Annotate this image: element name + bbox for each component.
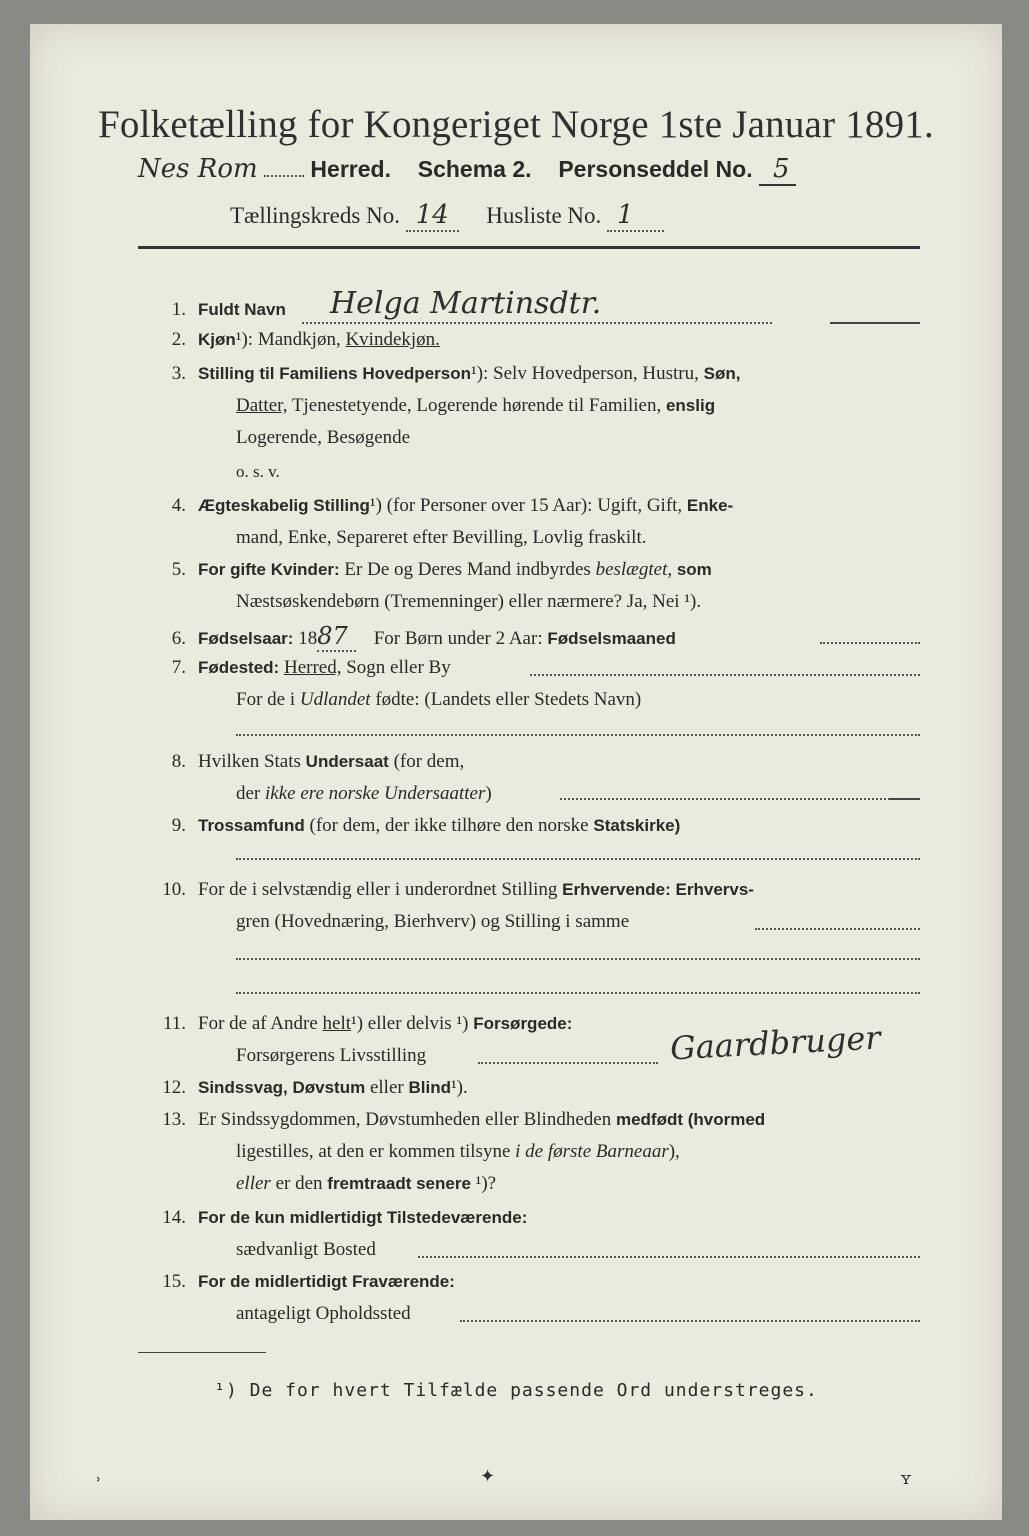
q12-tail: ¹). xyxy=(450,1077,468,1098)
corner-mark-center: ✦ xyxy=(480,1466,496,1487)
q7-blank-line xyxy=(236,734,920,736)
q8-number: 8. xyxy=(171,751,186,772)
q3-line-3: Logerende, Besøgende xyxy=(236,427,411,448)
q11-value: Gaardbruger xyxy=(669,1018,882,1068)
q3-line-2 xyxy=(236,392,715,420)
q14-label: For de kun midlertidigt Tilstedeværende: xyxy=(198,1208,528,1227)
q5-line-2: Næstsøskendebørn (Tremenninger) eller nærmere? Ja, Nei ¹). xyxy=(236,591,702,612)
q11-label: Forsørgede: xyxy=(473,1014,573,1033)
q8-end-line xyxy=(890,798,920,800)
q8-text-b: (for dem, xyxy=(388,751,465,772)
q13-eller: eller xyxy=(236,1173,271,1194)
kreds-label: Tællingskreds No. xyxy=(230,203,400,228)
footnote-rule xyxy=(138,1352,266,1353)
q7-udlandet: Udlandet xyxy=(299,689,371,710)
q9-row xyxy=(134,812,680,840)
q10-number: 10. xyxy=(162,879,186,900)
q13-text-b: ligestilles, at den er kommen tilsyne xyxy=(236,1141,516,1162)
q5-som: som xyxy=(672,560,712,579)
q2-kvindekjon: Kvindekjøn. xyxy=(345,329,440,350)
q9-label: Trossamfund xyxy=(198,816,305,835)
q7-text-b-c: fødte: (Landets eller Stedets Navn) xyxy=(370,689,642,710)
corner-mark-left: ˒ xyxy=(96,1470,102,1491)
q1-value: Helga Martinsdtr. xyxy=(330,286,602,321)
q15-dotted-line xyxy=(460,1320,920,1322)
q9-label-2: Statskirke) xyxy=(593,816,681,835)
q12-label-2: Blind xyxy=(408,1078,451,1097)
q7-text-a: Sogn eller By xyxy=(341,657,451,678)
kreds-value: 14 xyxy=(406,200,459,232)
q15-row xyxy=(134,1268,455,1296)
q9-blank-line xyxy=(236,858,920,860)
q10-blank-line-1 xyxy=(236,958,920,960)
q11-line-2: Forsørgerens Livsstilling xyxy=(236,1045,427,1066)
q1-label: Fuldt Navn xyxy=(198,300,286,319)
q6-label-2: Fødselsmaaned xyxy=(547,629,676,648)
q3-text-a: ¹): Selv Hovedperson, Hustru, xyxy=(471,363,704,384)
q6-prefix: 18 xyxy=(293,628,318,649)
q2-label: Kjøn xyxy=(198,330,236,349)
husliste-value: 1 xyxy=(607,200,664,232)
q15-number: 15. xyxy=(162,1271,186,1292)
q8-line-2 xyxy=(236,780,492,808)
q13-line-2 xyxy=(236,1138,680,1166)
q13-line-3 xyxy=(236,1170,496,1198)
q5-text-a: Er De og Deres Mand indbyrdes xyxy=(339,559,596,580)
q1-dotted-line xyxy=(302,322,772,324)
census-form-page xyxy=(30,24,1002,1520)
q4-text-a: ¹) (for Personer over 15 Aar): Ugift, Gift, xyxy=(369,495,687,516)
q4-line-2: mand, Enke, Separeret efter Bevilling, Lovlig fraskilt. xyxy=(236,527,647,548)
personseddel-label: Personseddel No. xyxy=(558,156,753,182)
q7-text-b-a: For de i xyxy=(236,689,300,710)
q7-line-2 xyxy=(236,686,641,714)
corner-mark-right: ʏ xyxy=(900,1468,912,1489)
q3-son: Søn, xyxy=(703,364,741,383)
q1-row xyxy=(134,296,286,324)
q13-text-c: er den xyxy=(270,1173,328,1194)
q14-line-2: sædvanligt Bosted xyxy=(236,1239,376,1260)
q8-dotted-line xyxy=(560,798,890,800)
q13-text-a: Er Sindssygdommen, Døvstumheden eller Blindheden xyxy=(198,1109,616,1130)
q3-enslig: enslig xyxy=(665,396,716,415)
herred-label: Herred. xyxy=(310,156,391,182)
q11-helt: helt xyxy=(322,1013,352,1034)
q8-label: Undersaat xyxy=(305,752,389,771)
q14-number: 14. xyxy=(162,1207,186,1228)
q3-label: Stilling til Familiens Hovedperson xyxy=(198,364,471,383)
q12-row xyxy=(134,1074,468,1102)
q13-number: 13. xyxy=(162,1109,186,1130)
q15-label: For de midlertidigt Fraværende: xyxy=(198,1272,455,1291)
q3-number: 3. xyxy=(171,363,186,384)
q11-row xyxy=(134,1010,572,1038)
q7-label: Fødested: xyxy=(198,658,280,677)
q2-row xyxy=(134,326,440,354)
q4-number: 4. xyxy=(171,495,186,516)
q10-row xyxy=(134,876,754,904)
q5-italic: beslægtet, xyxy=(595,559,673,580)
q12-text: eller xyxy=(365,1077,409,1098)
q2-number: 2. xyxy=(171,329,186,350)
q9-number: 9. xyxy=(171,815,186,836)
q8-italic: ikke ere norske Undersaatter xyxy=(265,783,486,804)
q3-text-b: Tjenestetyende, Logerende hørende til Familien, xyxy=(287,395,666,416)
q6-row xyxy=(134,622,676,653)
q12-label: Sindssvag, Døvstum xyxy=(198,1078,366,1097)
q10-text-a: For de i selvstændig eller i underordnet Stilling xyxy=(198,879,563,900)
q10-dotted-line xyxy=(755,928,920,930)
q13-tail: ), xyxy=(668,1141,680,1162)
q1-number: 1. xyxy=(171,299,186,320)
q4-enke: Enke- xyxy=(686,496,734,515)
q10-label: Erhvervende: Erhvervs- xyxy=(562,880,754,899)
q6-value: 87 xyxy=(317,622,356,652)
herred-line xyxy=(138,154,796,184)
q10-line-2: gren (Hovednæring, Bierhverv) og Stilling i samme xyxy=(236,911,630,932)
q3-row xyxy=(134,360,740,388)
q14-row xyxy=(134,1204,527,1232)
q3-line-4: o. s. v. xyxy=(236,462,280,481)
q12-number: 12. xyxy=(162,1077,186,1098)
form-title: Folketælling for Kongeriget Norge 1ste Januar 1891. xyxy=(98,103,934,146)
personseddel-value: 5 xyxy=(759,154,796,186)
q5-label: For gifte Kvinder: xyxy=(198,560,340,579)
q8-text-a: Hvilken Stats xyxy=(198,751,306,772)
q14-dotted-line xyxy=(418,1256,920,1258)
q2-text: ¹): Mandkjøn, xyxy=(235,329,346,350)
husliste-label: Husliste No. xyxy=(486,203,602,228)
q6-label: Fødselsaar: xyxy=(198,629,294,648)
q8-text-d: ) xyxy=(485,783,492,804)
q1-end-line xyxy=(830,322,920,324)
q4-row xyxy=(134,492,733,520)
q6-dotted-line xyxy=(820,642,920,644)
q3-datter: Datter, xyxy=(236,395,288,416)
q13-tail-2: ¹)? xyxy=(470,1173,497,1194)
q7-herred: Herred, xyxy=(283,657,342,678)
q10-blank-line-2 xyxy=(236,992,920,994)
q7-number: 7. xyxy=(171,657,186,678)
q11-dotted-line xyxy=(478,1062,658,1064)
kreds-line xyxy=(230,200,664,230)
q5-row xyxy=(134,556,712,584)
q7-row xyxy=(134,654,451,682)
schema-label: Schema 2. xyxy=(417,156,532,182)
footnote: ¹) De for hvert Tilfælde passende Ord understreges. xyxy=(214,1380,818,1401)
herred-value: Nes Rom xyxy=(138,154,258,184)
q11-number: 11. xyxy=(162,1013,186,1034)
q9-text: (for dem, der ikke tilhøre den norske xyxy=(304,815,594,836)
q8-text-c: der xyxy=(236,783,266,804)
q13-label-2: fremtraadt senere xyxy=(327,1174,471,1193)
q6-text: For Børn under 2 Aar: xyxy=(373,628,548,649)
q11-text-a: For de af Andre xyxy=(198,1013,323,1034)
q15-line-2: antageligt Opholdssted xyxy=(236,1303,411,1324)
q6-number: 6. xyxy=(171,628,186,649)
q7-dotted-line xyxy=(530,674,920,676)
q13-row xyxy=(134,1106,765,1134)
q4-label: Ægteskabelig Stilling xyxy=(198,496,370,515)
q13-italic: i de første Barneaar xyxy=(515,1141,669,1162)
header-rule xyxy=(138,246,920,249)
q13-label: medfødt (hvormed xyxy=(615,1110,766,1129)
q11-text-b: ¹) eller delvis ¹) xyxy=(351,1013,474,1034)
q8-row xyxy=(134,748,464,776)
q5-number: 5. xyxy=(171,559,186,580)
